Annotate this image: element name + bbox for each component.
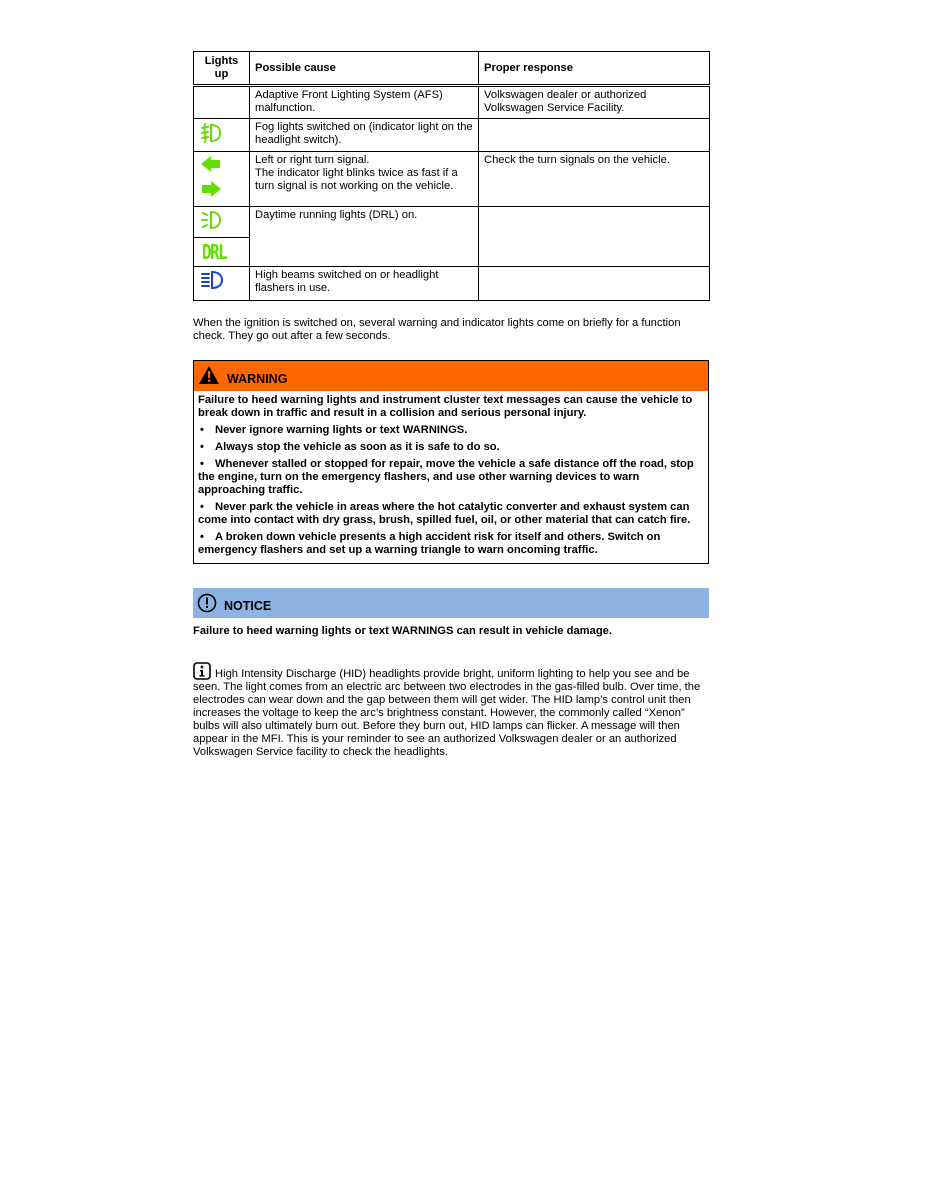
indicator-lights-table	[193, 51, 710, 301]
warning-body	[194, 391, 708, 563]
warning-bullet: • A broken down vehicle presents a high accident risk for itself and others. Switch on emergency flashers and set up a warning triangle to warn oncoming traffic.	[198, 531, 661, 556]
notice-exclamation-icon	[197, 593, 217, 613]
warning-bullet: • Always stop the vehicle as soon as it is safe to do so.	[200, 441, 500, 453]
warning-bullet: • Never park the vehicle in areas where the hot catalytic converter and exhaust system can come into contact with dry grass, brush, spilled fuel, oil, or other material that can catch fire.	[198, 501, 691, 526]
response-cell: Volkswagen dealer or authorized Volkswagen Service Facility.	[479, 86, 710, 119]
icon-cell	[194, 152, 250, 207]
table-row	[194, 86, 710, 119]
cause-cell: High beams switched on or headlight flashers in use.	[250, 267, 479, 301]
cause-cell	[250, 152, 479, 207]
high-beam-icon	[199, 269, 225, 291]
daytime-running-light-icon	[199, 209, 223, 231]
warning-bullet: • Never ignore warning lights or text WARNINGS.	[200, 424, 468, 436]
header-proper-response: Proper response	[479, 52, 710, 86]
info-icon	[193, 662, 211, 680]
response-cell	[479, 119, 710, 152]
icon-cell	[194, 238, 250, 267]
cause-line: Left or right turn signal.	[255, 154, 370, 166]
warning-box	[193, 360, 709, 564]
icon-cell	[194, 119, 250, 152]
response-cell	[479, 207, 710, 267]
document-page	[193, 51, 709, 759]
notice-text: Failure to heed warning lights or text WARNINGS can result in vehicle damage.	[193, 625, 612, 637]
warning-header	[194, 361, 708, 391]
response-cell	[479, 267, 710, 301]
icon-cell	[194, 207, 250, 238]
fog-light-icon	[199, 121, 223, 145]
info-text: High Intensity Discharge (HID) headlights provide bright, uniform lighting to help you see and be seen. The light comes from an electric arc between two electrodes in the gas-filled bulb. Over time, the electrodes can wear down and the gap between them will get wider. The HID lamp’s control unit then increases the voltage to keep the arc’s brightness constant. However, the commonly called “Xenon” bulbs will also ultimately burn out. Before they burn out, HID lamps can flicker. A message will then appear in the MFI. This is your reminder to see an authorized Volkswagen dealer or an authorized Volkswagen Service facility to check the headlights.	[193, 668, 701, 758]
table-row	[194, 119, 710, 152]
notice-title: NOTICE	[224, 599, 272, 613]
cause-cell: Fog lights switched on (indicator light on the headlight switch).	[250, 119, 479, 152]
empty-icon-cell	[194, 86, 250, 119]
info-paragraph	[193, 662, 709, 759]
cause-cell: Daytime running lights (DRL) on.	[250, 207, 479, 267]
turn-signal-icon	[199, 154, 223, 200]
warning-bullet: • Whenever stalled or stopped for repair, move the vehicle a safe distance off the road, stop the engine, turn on the emergency flashers, and use other warning devices to warn approaching traffic.	[198, 458, 694, 496]
cause-line: The indicator light blinks twice as fast if a turn signal is not working on the vehicle.	[255, 167, 458, 192]
response-cell: Check the turn signals on the vehicle.	[479, 152, 710, 207]
warning-lead: Failure to heed warning lights and instrument cluster text messages can cause the vehicle to break down in traffic and result in a collision and serious personal injury.	[198, 394, 693, 419]
table-row	[194, 152, 710, 207]
table-row	[194, 267, 710, 301]
table-row	[194, 207, 710, 238]
header-lights-up: Lights up	[194, 52, 250, 86]
drl-icon: DRL	[202, 240, 227, 264]
cause-cell: Adaptive Front Lighting System (AFS) malfunction.	[250, 86, 479, 119]
warning-title: WARNING	[227, 372, 288, 386]
intro-paragraph: When the ignition is switched on, several warning and indicator lights come on briefly for a function check. They go out after a few seconds.	[193, 317, 681, 342]
notice-header	[193, 588, 709, 618]
table-header-row	[194, 52, 710, 86]
warning-triangle-icon	[198, 365, 220, 385]
header-possible-cause: Possible cause	[250, 52, 479, 86]
icon-cell	[194, 267, 250, 301]
